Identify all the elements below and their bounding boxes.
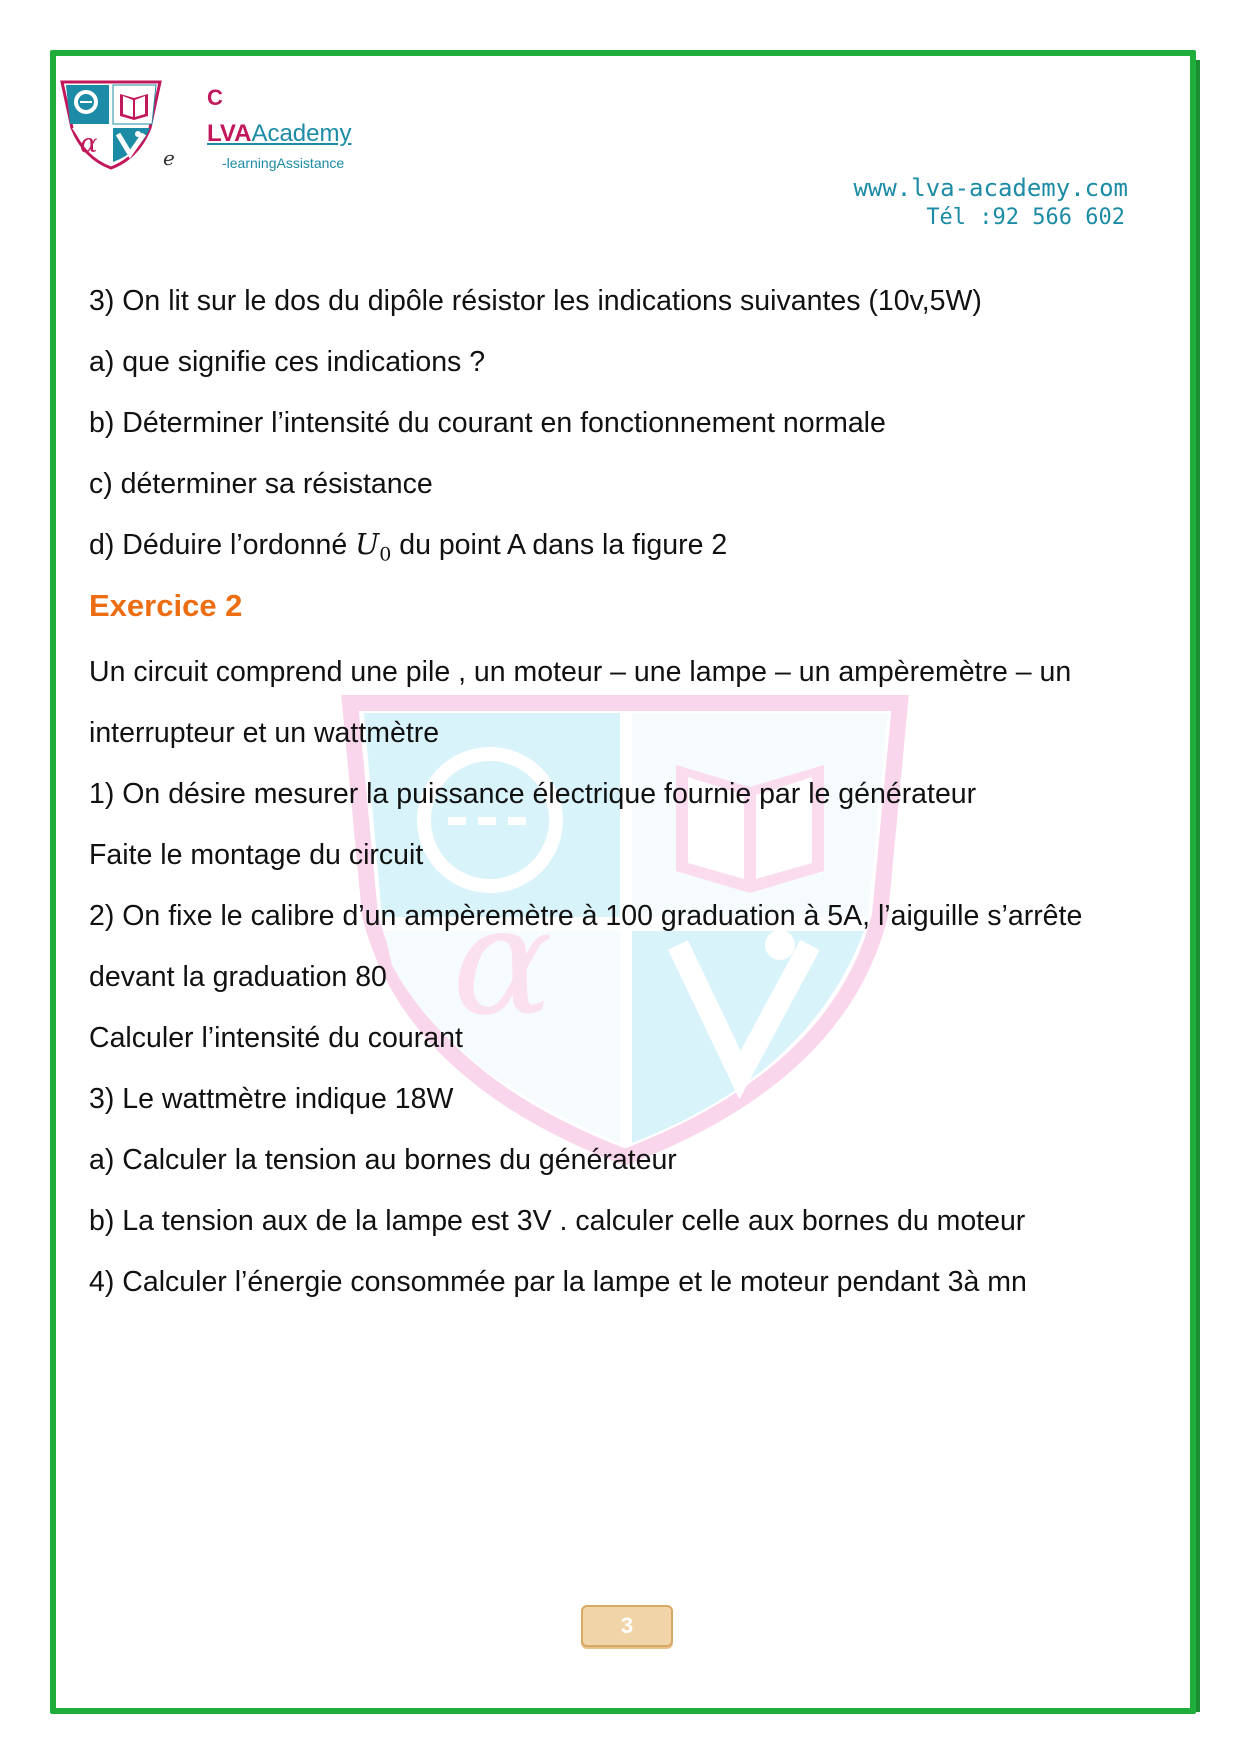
brand-c-letter: C	[207, 85, 223, 110]
variable-u: U	[355, 528, 380, 561]
brand-academy: Academy	[251, 120, 352, 147]
question-3: 3) On lit sur le dos du dipôle résistor les indications suivantes (10v,5W)	[89, 285, 982, 317]
logo-e-letter: e	[163, 146, 175, 170]
svg-text:α: α	[80, 129, 98, 159]
question-3a: a) que signifie ces indications ?	[89, 346, 486, 378]
exercise-line: interrupteur et un wattmètre	[89, 717, 440, 749]
page-number-badge: 3	[581, 1605, 673, 1647]
exercise-line: 3) Le wattmètre indique 18W	[89, 1083, 454, 1115]
variable-u-subscript: 0	[379, 543, 392, 566]
question-3d-text-before: d) Déduire l’ordonné	[89, 529, 356, 561]
exercise-line: 2) On fixe le calibre d’un ampèremètre à 100 graduation à 5A, l’aiguille s’arrête	[89, 900, 1083, 932]
exercise-line: 1) On désire mesurer la puissance électrique fournie par le générateur	[89, 778, 977, 810]
exercise-line: b) La tension aux de la lampe est 3V . calculer celle aux bornes du moteur	[89, 1205, 1026, 1237]
website-link[interactable]: www.lva-academy.com	[853, 174, 1128, 202]
exercise-line: Un circuit comprend une pile , un moteur – une lampe – un ampèremètre – un	[89, 656, 1072, 688]
brand-lva: LVA	[207, 120, 252, 147]
variable-u0	[355, 528, 392, 566]
page-content	[89, 279, 1169, 1321]
brand-name	[207, 120, 351, 148]
exercise-line: devant la graduation 80	[89, 961, 387, 993]
brand-subtitle: -learningAssistance	[222, 155, 345, 171]
question-3d	[89, 523, 1169, 584]
question-3c: c) déterminer sa résistance	[89, 468, 433, 500]
exercise-line: a) Calculer la tension au bornes du générateur	[89, 1144, 677, 1176]
exercise-2-title: Exercice 2	[89, 588, 243, 623]
exercise-line: Faite le montage du circuit	[89, 839, 424, 871]
svg-text:α: α	[452, 875, 554, 1049]
question-3b: b) Déterminer l’intensité du courant en fonctionnement normale	[89, 407, 886, 439]
exercise-line: Calculer l’intensité du courant	[89, 1022, 463, 1054]
phone-number: Tél :92 566 602	[926, 205, 1125, 230]
contact-block	[853, 173, 1128, 233]
question-3d-text-after: du point A dans la figure 2	[391, 529, 728, 561]
academy-logo-icon	[58, 78, 164, 170]
exercise-line: 4) Calculer l’énergie consommée par la lampe et le moteur pendant 3à mn	[89, 1266, 1027, 1298]
